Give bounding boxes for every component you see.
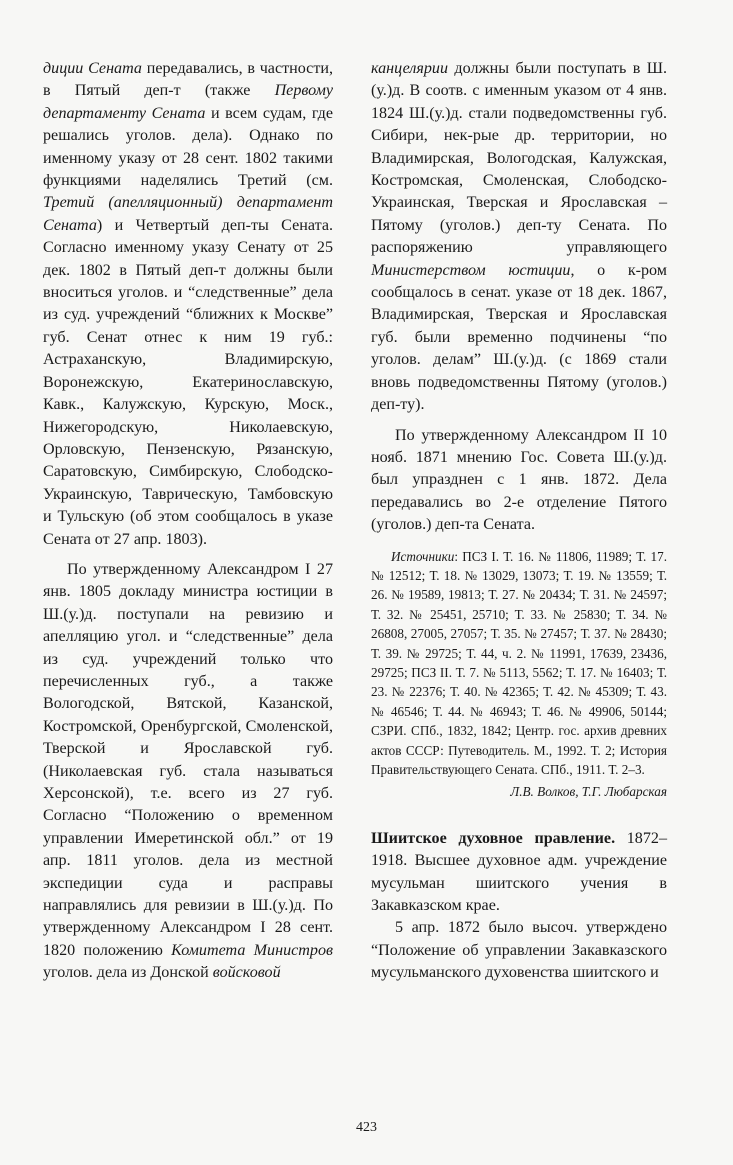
left-p1-text-d: и всем судам, где решались уголов. дела). Однако по именному указу от 28 сент. 1802 такими функциями наделялись Третий (см. bbox=[43, 104, 333, 190]
left-p1-text-b: передавались, в частности, в Пятый деп-т (также bbox=[43, 60, 333, 100]
left-p2-text-c: уголов. дела из Донской bbox=[43, 964, 213, 982]
sources-block bbox=[371, 547, 667, 780]
right-p1-text-b: должны были поступать в Ш.(у.)д. В соотв. с именным указом от 4 янв. 1824 Ш.(у.)д. стали подведомственны губ. Сибири, нек-рые др. территории, но Владимирская, Вологодская, Калужская, Костромская, Смоленская, Слободско-Украинская, Тверская и Ярославская – Пятому (уголов.) деп-ту Сената. По распоряжению управляющего bbox=[371, 60, 667, 257]
right-paragraph-3: 5 апр. 1872 было высоч. утверждено “Положение об управлении Закавказского мусульманского духовенства шиитского и bbox=[371, 919, 667, 982]
right-paragraph-1 bbox=[371, 58, 667, 417]
entry-title: Шиитское духовное правление. bbox=[371, 829, 616, 847]
sources-label: Источники bbox=[391, 548, 455, 564]
right-p1-italic-a: канцелярии bbox=[371, 60, 448, 77]
left-p2-italic-d: войсковой bbox=[212, 964, 281, 982]
article-authors: Л.В. Волков, Т.Г. Любарская bbox=[510, 784, 667, 800]
entry-text: 1872–1918. Высшее духовное адм. учреждение мусульман шиитского учения в Закавказском крае. bbox=[371, 829, 667, 915]
left-p2-italic-b: Комитета Министров bbox=[171, 941, 333, 959]
page-number: 423 bbox=[356, 1120, 377, 1135]
left-p1-italic-e: Третий (апелляционный) департамент Сената bbox=[43, 194, 333, 234]
left-paragraph-1 bbox=[43, 58, 333, 551]
left-p2-text-a: По утвержденному Александром I 27 янв. 1805 докладу министра юстиции в Ш.(у.)д. поступали на ревизию и апелляцию угол. и “следственные” дела из суд. учреждений только что перечисленных губ., а также Вологодской, Вятской, Казанской, Костромской, Оренбургской, Смоленской, Тверской и Ярославской губ. (Николаевская губ. стала называться Херсонской), т.е. всего из 27 губ. Согласно “Положению о временном управлении Имеретинской обл.” от 19 апр. 1811 уголов. дела из местной экспедиции суда и расправы направлялись для ревизии в Ш.(у.)д. По утвержденному Александром I 28 сент. 1820 положению bbox=[43, 560, 333, 959]
right-column bbox=[371, 58, 667, 985]
right-p1-italic-c: Министерством юстиции bbox=[371, 261, 571, 279]
left-column bbox=[43, 58, 333, 985]
left-p1-italic-a: диции Сената bbox=[43, 60, 142, 77]
sources-text: : ПСЗ I. Т. 16. № 11806, 11989; Т. 17. № 12512; Т. 18. № 13029, 13073; Т. 19. № 13559; Т. 26. № 19589, 19813; Т. 27. № 20434; Т. 31. № 24597; Т. 32. № 25451, 25710; Т. 33. № 25830; Т. 34. № 26808, 27005, 27057; Т. 35. № 27457; Т. 37. № 28430; Т. 39. № 29725; Т. 44, ч. 2. № 11991, 17639, 23436, 29725; ПСЗ II. Т. 7. № 5113, 5562; Т. 17. № 16403; Т. 23. № 22376; Т. 40. № 42365; Т. 42. № 45309; Т. 43. № 46546; Т. 44. № 46943; Т. 46. № 49906, 50144; СЗРИ. СПб., 1832, 1842; Центр. гос. архив древних актов СССР: Путеводитель. М., 1992. Т. 2; История Правительствующего Сената. СПб., 1911. Т. 2–3. bbox=[371, 548, 667, 777]
left-paragraph-2 bbox=[43, 559, 333, 985]
right-paragraph-2: По утвержденному Александром II 10 нояб. 1871 мнению Гос. Совета Ш.(у.)д. был упразднен с 1 янв. 1872. Дела передавались во 2-е отделение Пятого (уголов.) деп-та Сената. bbox=[371, 426, 667, 534]
left-p1-italic-c: Первому департаменту Сената bbox=[43, 82, 333, 122]
right-p1-text-d: , о к-ром сообщалось в сенат. указе от 18 дек. 1867, Владимирская, Тверская и Ярославская губ. были временно подчинены “по уголов. делам” Ш.(у.)д. (с 1869 стали вновь подведомственны Пятому (уголов.) деп-ту). bbox=[371, 261, 667, 414]
left-p1-text-f: ) и Четвертый деп-ты Сената. Согласно именному указу Сенату от 25 дек. 1802 в Пятый деп-т должны были вноситься уголов. и “следственные” дела из суд. учреждений “ближних к Москве” губ. Сенат отнес к ним 19 губ.: Астраханскую, Владимирскую, Воронежскую, Екатеринославскую, Кавк., Калужскую, Курскую, Моск., Нижегородскую, Николаевскую, Орловскую, Пензенскую, Рязанскую, Саратовскую, Симбирскую, Слободско-Украинскую, Таврическую, Тамбовскую и Тульскую (об этом сообщалось в указе Сената от 27 апр. 1803). bbox=[43, 216, 333, 548]
new-entry bbox=[371, 828, 667, 918]
